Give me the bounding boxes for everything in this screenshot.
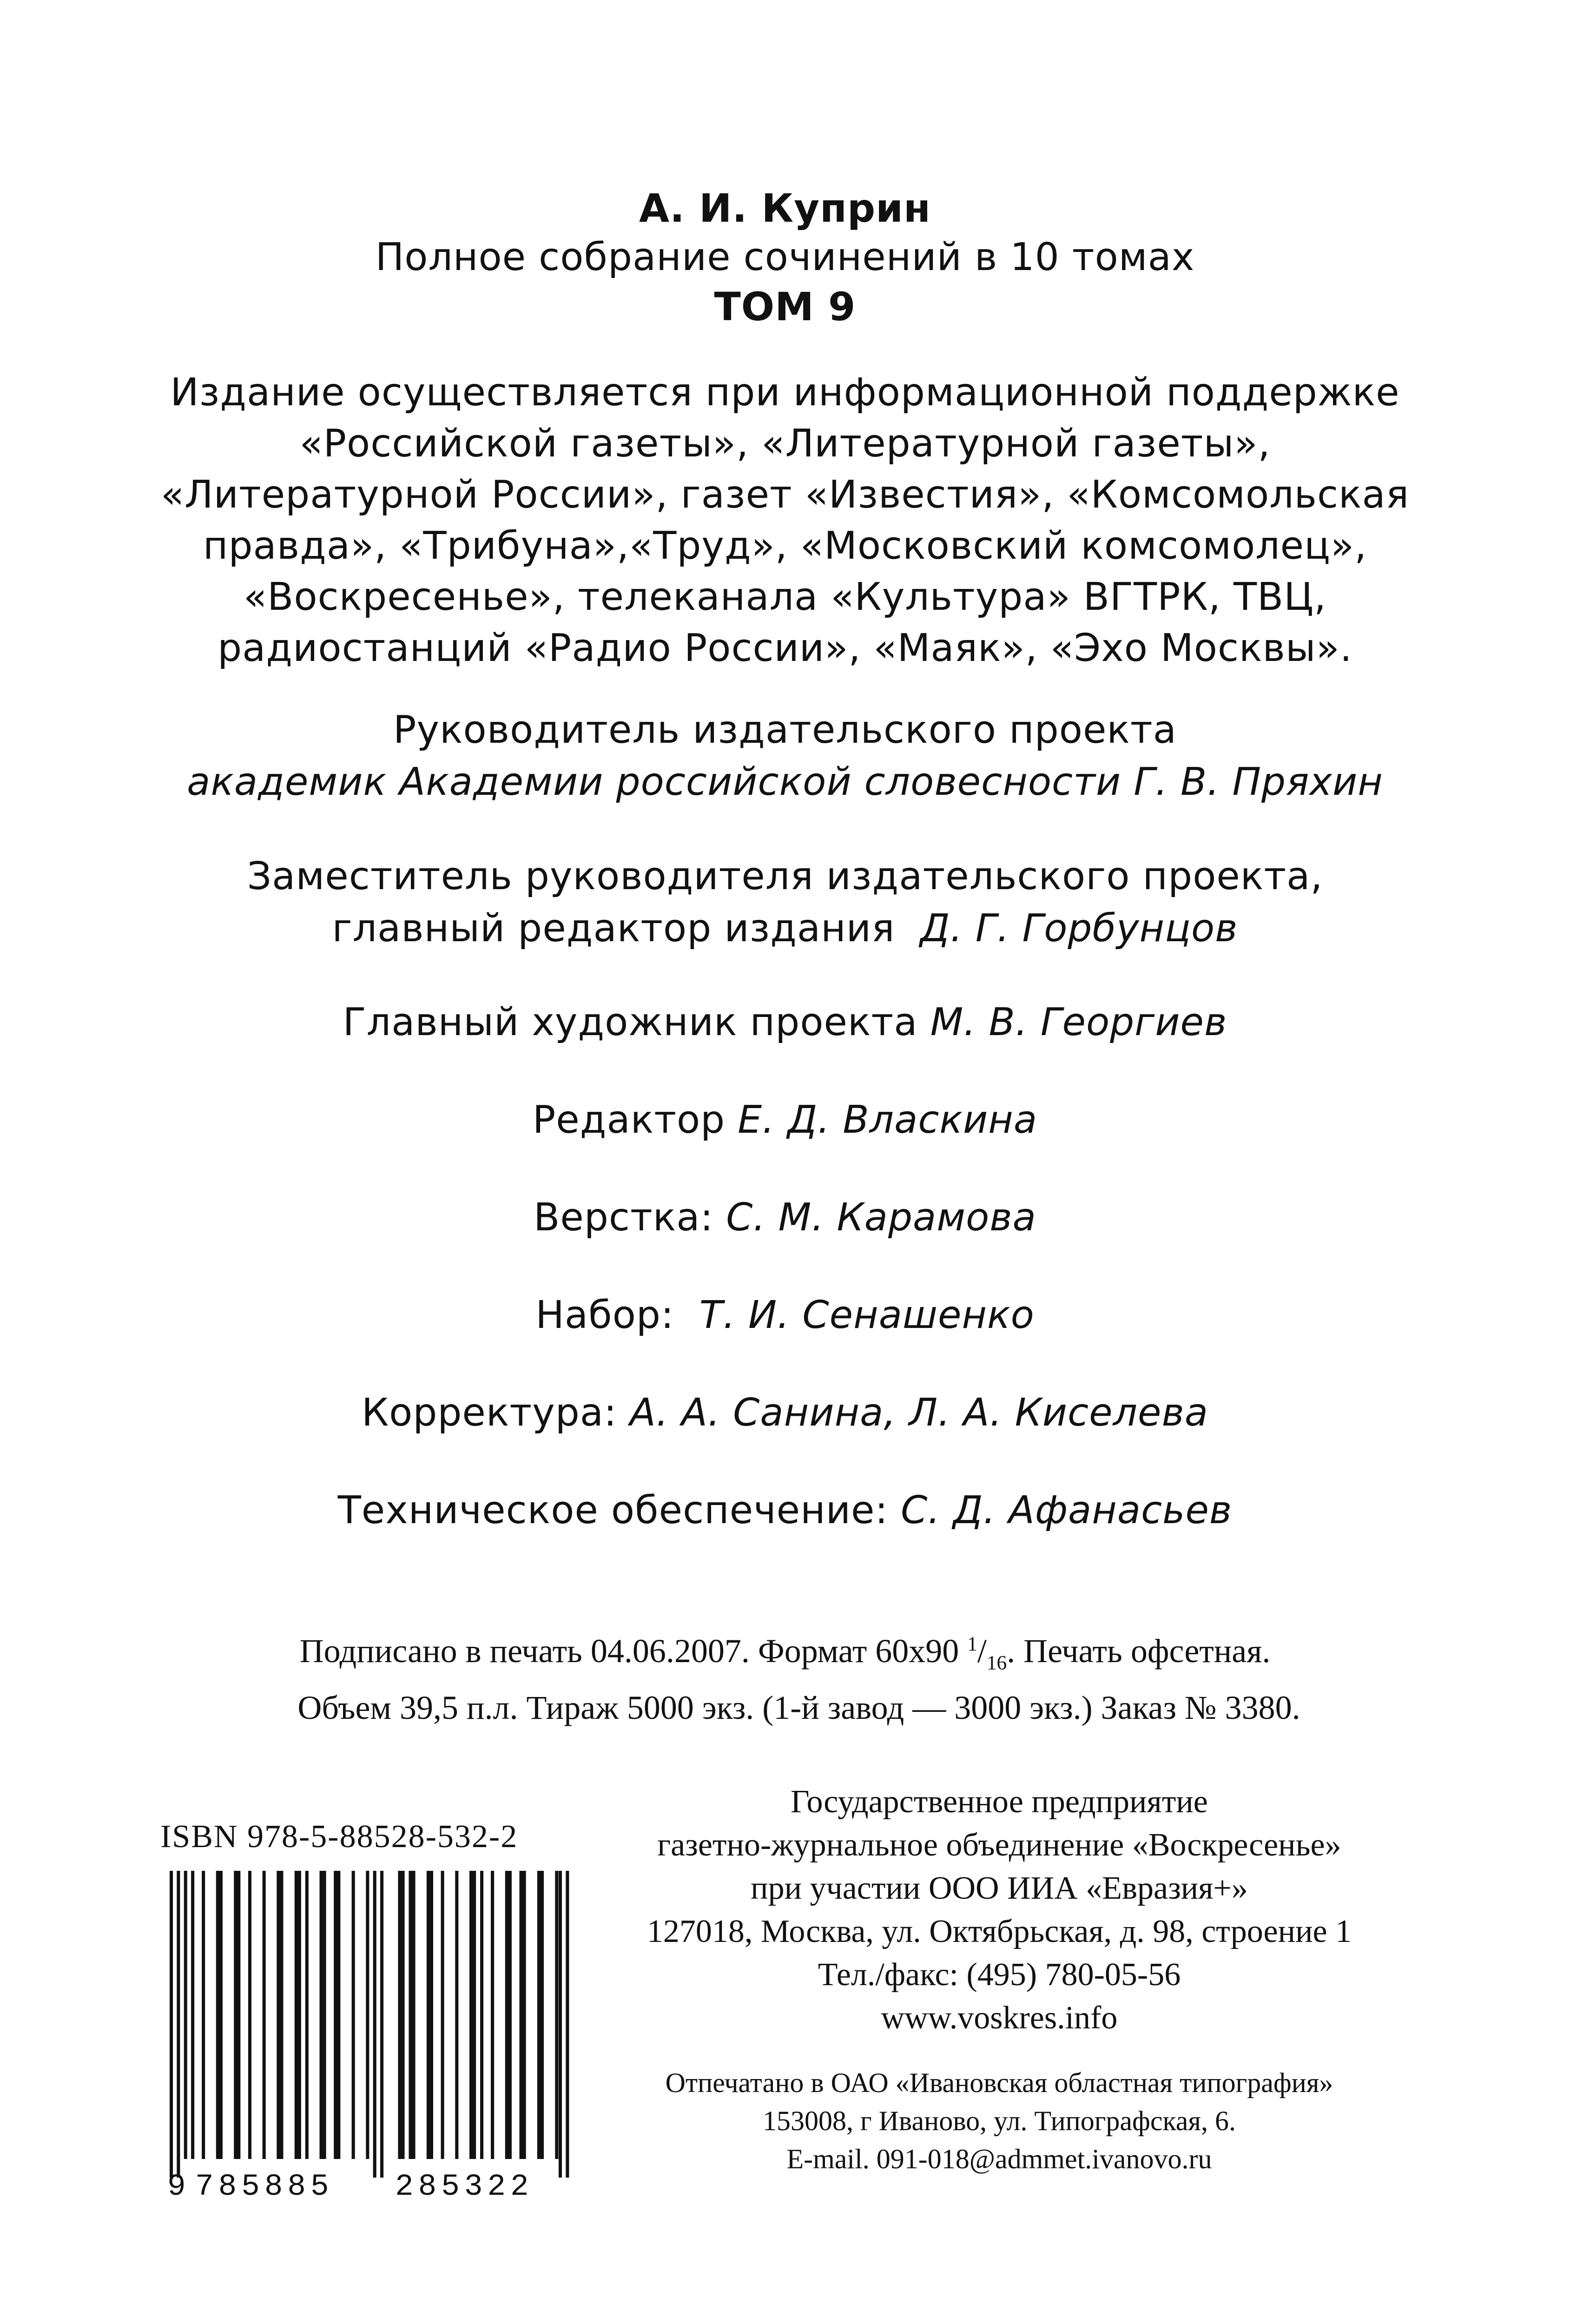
- deputy-title-line2: [0, 903, 1570, 955]
- barcode-bar: [352, 1871, 355, 2159]
- editor-label: Редактор: [532, 1098, 726, 1142]
- publisher-line: при участии ООО ИИА «Евразия+»: [751, 1870, 1248, 1906]
- barcode-bar: [505, 1871, 512, 2159]
- publisher-phone: Тел./факс: (495) 780-05-56: [818, 1957, 1181, 1993]
- imprint-signed-format: Подписано в печать 04.06.2007. Формат 60х90: [299, 1632, 968, 1670]
- barcode-bar: [455, 1871, 458, 2159]
- barcode-bar: [555, 1871, 558, 2159]
- publisher-line: газетно-журнальное объединение «Воскресенье»: [657, 1827, 1341, 1863]
- barcode-bar: [177, 1871, 180, 2178]
- publisher-address: 127018, Москва, ул. Октябрьская, д. 98, строение 1: [646, 1914, 1352, 1949]
- collection-title: Полное собрание сочинений в 10 томах: [375, 235, 1195, 279]
- barcode-bar: [380, 1871, 383, 2178]
- deputy-title: Заместитель руководителя издательского проекта,: [247, 854, 1323, 898]
- barcode-bar: [537, 1871, 544, 2159]
- barcode-bar: [441, 1871, 444, 2159]
- layout-name: С. М. Карамова: [726, 1195, 1036, 1240]
- project-head-title: Руководитель издательского проекта: [393, 708, 1177, 752]
- imprint-line-1: Подписано в печать 04.06.2007. Формат 60х90 $^1/_{16}$. Печать офсетная.: [299, 1632, 1271, 1674]
- barcode-bar: [234, 1871, 240, 2159]
- typeset-label: Набор:: [535, 1293, 674, 1337]
- support-line: правда», «Трибуна»,«Труд», «Московский комсомолец»,: [203, 524, 1367, 568]
- art-director-credit: [0, 999, 1570, 1046]
- barcode-bar: [263, 1871, 266, 2159]
- technical-label: Техническое обеспечение:: [337, 1488, 889, 1532]
- support-line: «Российской газеты», «Литературной газеты»,: [299, 422, 1271, 466]
- barcode-bar: [491, 1871, 494, 2159]
- barcode-bar: [334, 1871, 340, 2159]
- book-header: [0, 184, 1570, 331]
- barcode-bar: [248, 1871, 251, 2159]
- barcode-digits-group-1: 785885: [195, 2169, 334, 2204]
- barcode-bar: [216, 1871, 223, 2159]
- printer-address: 153008, г Иваново, ул. Типографская, 6.: [762, 2106, 1236, 2136]
- typeset-name: Т. И. Сенашенко: [699, 1293, 1035, 1337]
- project-head-block: [0, 704, 1570, 808]
- proofreading-credit: [0, 1390, 1570, 1436]
- project-head-name: академик Академии российской словесности Г. В. Пряхин: [187, 760, 1383, 804]
- barcode-bar: [373, 1871, 376, 2178]
- barcode-bar: [366, 1871, 369, 2159]
- barcode-bar: [409, 1871, 415, 2159]
- art-director-name: М. В. Георгиев: [930, 1000, 1227, 1044]
- deputy-role: главный редактор издания: [332, 906, 895, 951]
- isbn-label: ISBN 978-5-88528-532-2: [160, 1819, 518, 1855]
- barcode-bar: [295, 1871, 301, 2159]
- printer-line: Отпечатано в ОАО «Ивановская областная типография»: [665, 2067, 1333, 2098]
- deputy-block: [0, 851, 1570, 955]
- deputy-name: Д. Г. Горбунцов: [920, 906, 1238, 951]
- barcode-bar: [184, 1871, 187, 2159]
- technical-name: С. Д. Афанасьев: [901, 1488, 1233, 1532]
- imprint-printing-type: . Печать офсетная.: [1007, 1632, 1271, 1670]
- printer-email: E-mail. 091-018@admmet.ivanovo.ru: [786, 2144, 1212, 2174]
- editor-credit: [0, 1097, 1570, 1143]
- publisher-website: www.voskres.info: [881, 2000, 1118, 2036]
- support-paragraph: [0, 367, 1570, 674]
- printer-block: [576, 2064, 1422, 2178]
- support-line: «Литературной России», газет «Известия», «Комсомольская: [160, 473, 1410, 517]
- proofreading-label: Корректура:: [361, 1391, 617, 1435]
- barcode-bar: [170, 1871, 173, 2178]
- barcode-bar: [427, 1871, 433, 2159]
- imprint-block: [0, 1622, 1570, 1730]
- barcode-bar: [191, 1871, 194, 2159]
- format-fraction-denominator: 16: [986, 1652, 1007, 1674]
- typeset-credit: [0, 1292, 1570, 1339]
- support-line: Издание осуществляется при информационной поддержке: [170, 370, 1400, 415]
- layout-label: Верстка:: [534, 1195, 714, 1240]
- barcode-bar: [469, 1871, 476, 2159]
- technical-credit: [0, 1487, 1570, 1534]
- barcode-bar: [566, 1871, 569, 2178]
- publisher-line: Государственное предприятие: [791, 1784, 1208, 1820]
- barcode-digits-group-2: 285322: [395, 2169, 534, 2204]
- barcode-bar: [480, 1871, 483, 2159]
- proofreading-names: А. А. Санина, Л. А. Киселева: [629, 1391, 1209, 1435]
- author-name: А. И. Куприн: [639, 185, 931, 231]
- art-director-label: Главный художник проекта: [343, 1000, 918, 1044]
- support-line: радиостанций «Радио России», «Маяк», «Эхо Москвы».: [218, 626, 1352, 670]
- barcode-bar: [305, 1871, 309, 2159]
- barcode-bar: [277, 1871, 283, 2159]
- barcode-bar: [559, 1871, 562, 2178]
- barcode-bar: [320, 1871, 326, 2159]
- barcode-bar: [398, 1871, 404, 2159]
- editor-name: Е. Д. Власкина: [738, 1098, 1038, 1142]
- imprint-line-2: Объем 39,5 п.л. Тираж 5000 экз. (1-й завод — 3000 экз.) Заказ № 3380.: [297, 1689, 1300, 1727]
- isbn-barcode: [170, 1871, 569, 2178]
- support-line: «Воскресенье», телеканала «Культура» ВГТРК, ТВЦ,: [243, 575, 1327, 619]
- format-fraction-numerator: 1: [967, 1633, 977, 1655]
- volume-number: ТОМ 9: [714, 284, 856, 330]
- layout-credit: [0, 1195, 1570, 1241]
- barcode-bar: [520, 1871, 526, 2159]
- publisher-block: [576, 1780, 1422, 2040]
- barcode-digit-first: 9: [167, 2169, 186, 2204]
- barcode-bar: [202, 1871, 205, 2159]
